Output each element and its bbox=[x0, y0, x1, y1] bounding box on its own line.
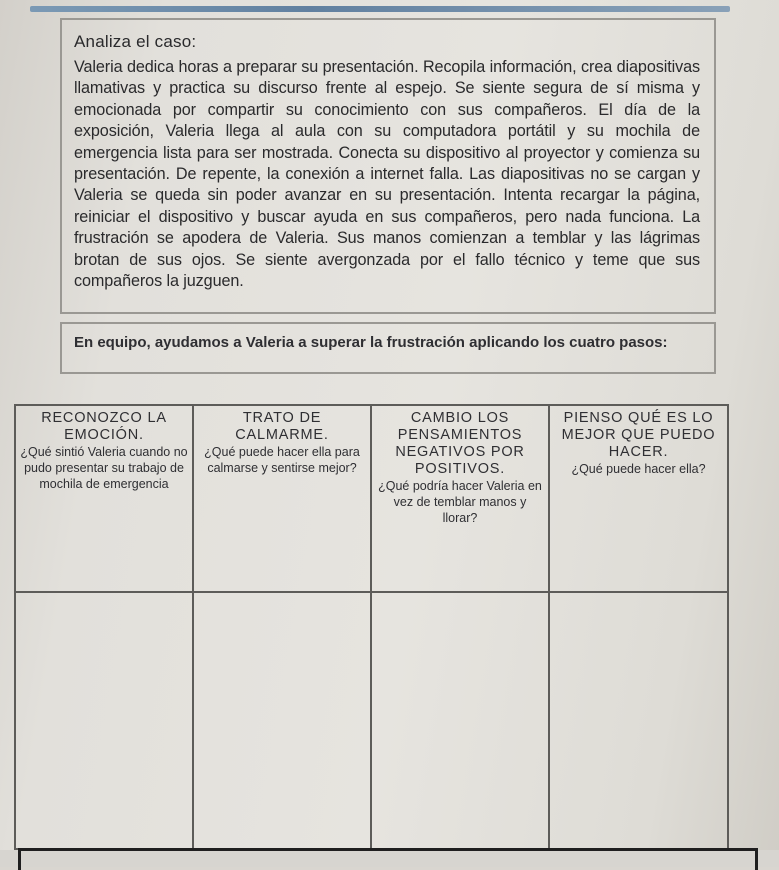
column-question: ¿Qué puede hacer ella? bbox=[571, 462, 706, 476]
column-question: ¿Qué sintió Valeria cuando no pudo presentar su trabajo de mochila de emergencia bbox=[20, 445, 188, 491]
task-instruction: En equipo, ayudamos a Valeria a superar la frustración aplicando los cuatro pasos: bbox=[74, 334, 668, 351]
column-header-cell bbox=[193, 405, 371, 592]
column-question: ¿Qué podría hacer Valeria en vez de temblar manos y llorar? bbox=[378, 479, 542, 525]
column-heading: RECONOZCO LA EMOCIÓN. bbox=[41, 410, 167, 443]
top-divider bbox=[30, 6, 730, 12]
column-question: ¿Qué puede hacer ella para calmarse y sentirse mejor? bbox=[204, 445, 360, 475]
column-heading: CAMBIO LOS PENSAMIENTOS NEGATIVOS POR POSITIVOS. bbox=[395, 410, 525, 477]
column-header-cell bbox=[15, 405, 193, 592]
answer-cell-best-action[interactable] bbox=[549, 592, 728, 849]
four-steps-table bbox=[14, 404, 729, 850]
answer-cell-thoughts[interactable] bbox=[371, 592, 549, 849]
case-box bbox=[60, 18, 716, 314]
case-text: Valeria dedica horas a preparar su presentación. Recopila información, crea diapositivas llamativas y practica su discurso frente al espejo. Se siente segura de sí misma y emocionada por compartir su conocimiento con sus compañeros. El día de la exposición, Valeria llega al aula con su computadora portátil y su mochila de emergencia lista para ser mostrada. Conecta su dispositivo al proyector y comienza su presentación. De repente, la conexión a internet falla. Las diapositivas no se cargan y Valeria se queda sin poder avanzar en su presentación. Intenta recargar la página, reiniciar el dispositivo y buscar ayuda en sus compañeros, pero nada funciona. La frustración se apodera de Valeria. Sus manos comienzan a temblar y las lágrimas brotan de sus ojos. Se siente avergonzada por el fallo técnico y teme que sus compañeros la juzguen. bbox=[74, 58, 700, 291]
answer-cell-calm[interactable] bbox=[193, 592, 371, 849]
table-header-row bbox=[15, 405, 728, 592]
answer-row bbox=[15, 592, 728, 849]
column-header-cell bbox=[549, 405, 728, 592]
column-heading: TRATO DE CALMARME. bbox=[235, 410, 329, 443]
column-heading: PIENSO QUÉ ES LO MEJOR QUE PUEDO HACER. bbox=[561, 410, 716, 460]
case-title: Analiza el caso: bbox=[74, 32, 197, 51]
column-header-cell bbox=[371, 405, 549, 592]
answer-cell-emotion[interactable] bbox=[15, 592, 193, 849]
task-box bbox=[60, 322, 716, 374]
